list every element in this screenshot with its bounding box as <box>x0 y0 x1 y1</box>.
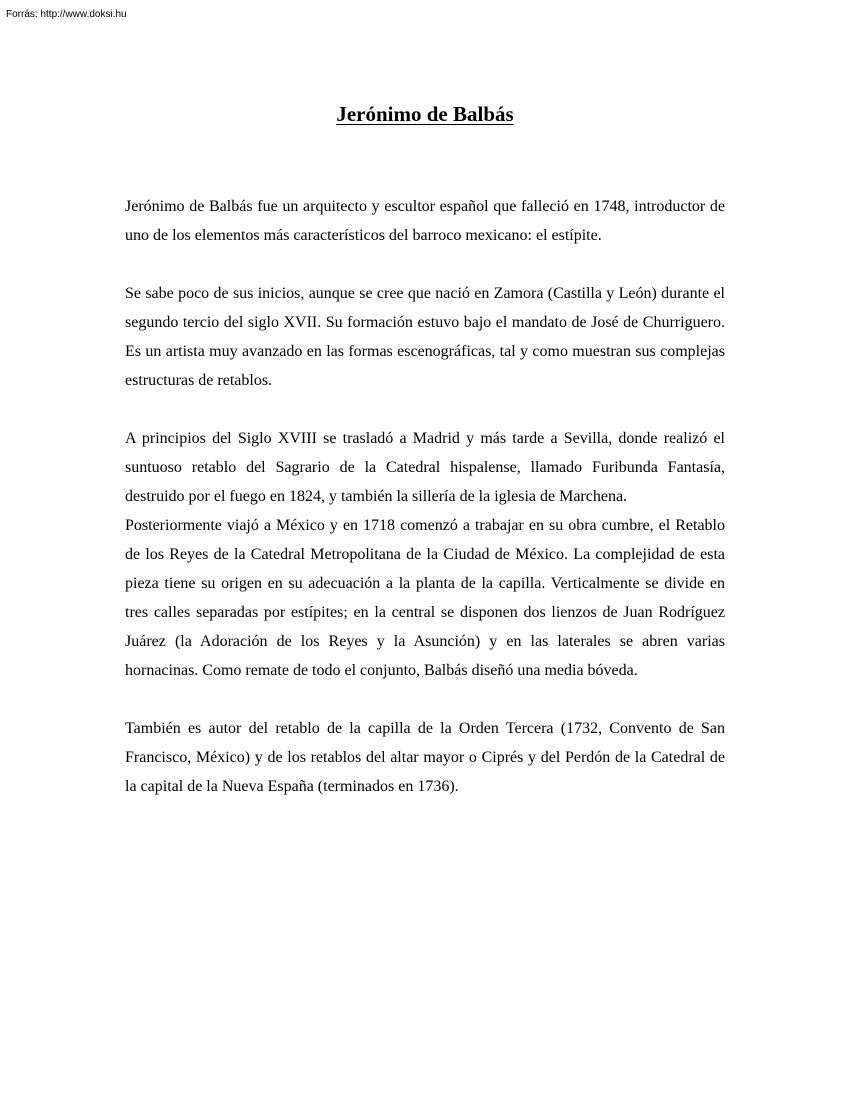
paragraph-mexico: Posteriormente viajó a México y en 1718 comenzó a trabajar en su obra cumbre, el Retablo de los Reyes de la Catedral Metropolitana de la Ciudad de México. La complejidad de esta pieza tiene su origen en su adecuación a la planta de la capilla. Verticalmente se divide en tres calles separadas por estípites; en la central se disponen dos lienzos de Juan Rodríguez Juárez (la Adoración de los Reyes y la Asunción) y en las laterales se abren varias hornacinas. Como remate de todo el conjunto, Balbás diseñó una media bóveda. <box>125 517 725 679</box>
paragraph-origins: Se sabe poco de sus inicios, aunque se cree que nació en Zamora (Castilla y León) durante el segundo tercio del siglo XVII. Su formación estuvo bajo el mandato de José de Churriguero. Es un artista muy avanzado en las formas escenográficas, tal y como muestran sus complejas estructuras de retablos. <box>125 285 725 389</box>
paragraph-intro: Jerónimo de Balbás fue un arquitecto y escultor español que falleció en 1748, introductor de uno de los elementos más característicos del barroco mexicano: el estípite. <box>125 198 725 244</box>
document-title: Jerónimo de Balbás <box>336 102 514 126</box>
paragraph-madrid-sevilla: A principios del Siglo XVIII se trasladó a Madrid y más tarde a Sevilla, donde realizó el suntuoso retablo del Sagrario de la Catedral hispalense, llamado Furibunda Fantasía, destruido por el fuego en 1824, y también la sillería de la iglesia de Marchena. <box>125 430 725 505</box>
paragraph-other-works: También es autor del retablo de la capilla de la Orden Tercera (1732, Convento de San Francisco, México) y de los retablos del altar mayor o Ciprés y del Perdón de la Catedral de la capital de la Nueva España (terminados en 1736). <box>125 720 725 795</box>
source-note: Forrás: http://www.doksi.hu <box>6 9 127 20</box>
document-body <box>125 192 725 801</box>
